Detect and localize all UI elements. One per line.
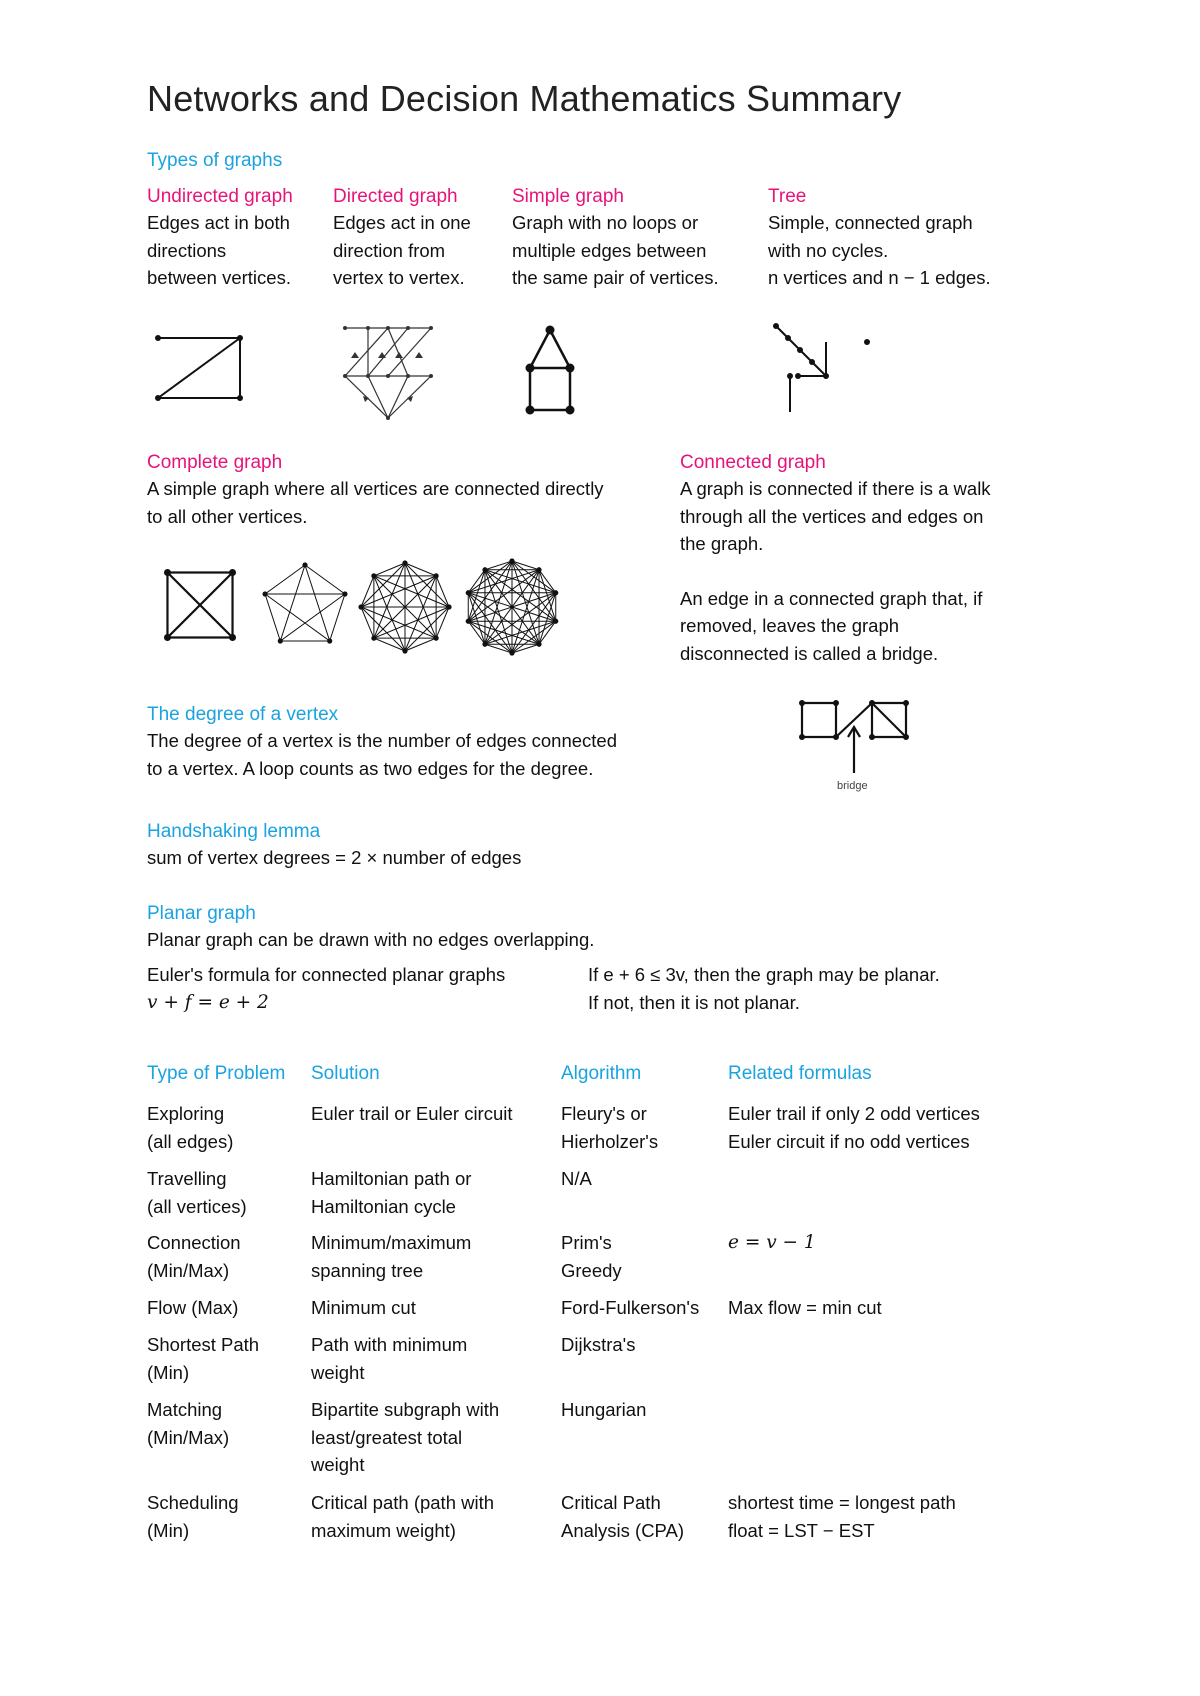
table-cell-problem: (Min) [147, 1361, 190, 1383]
graph-type-undirected [147, 186, 293, 292]
table-cell-problem: Travelling [147, 1168, 227, 1189]
complete-graph-line: A simple graph where all vertices are connected directly [147, 478, 604, 499]
complete-graph-edge [539, 621, 556, 644]
complete-graph-vertex [342, 591, 347, 596]
simple-graph-diagram [518, 322, 588, 422]
graph-type-name: Tree [768, 186, 807, 207]
page-title: Networks and Decision Mathematics Summary [147, 78, 902, 119]
complete-graph-k5 [262, 562, 347, 643]
handshaking-heading: Handshaking lemma [147, 821, 321, 842]
table-header-problem: Type of Problem [147, 1063, 286, 1084]
table-cell-formulas: float = LST − EST [728, 1519, 875, 1541]
planar-condition-2: If not, then it is not planar. [588, 991, 800, 1013]
complete-graph-vertex [164, 634, 171, 641]
graph-type-line: vertex to vertex. [333, 267, 465, 288]
table-cell-algorithm: Hungarian [561, 1399, 647, 1420]
complete-graph-edge [512, 644, 539, 653]
graph-type-name: Undirected graph [147, 186, 293, 207]
table-header-algorithm: Algorithm [561, 1063, 642, 1084]
complete-graph-vertex [402, 648, 407, 653]
complete-graph-k10 [466, 558, 559, 655]
table-cell-solution: Minimum cut [311, 1297, 416, 1318]
complete-graph-vertex [434, 573, 439, 578]
table-cell-solution: Path with minimum [311, 1334, 468, 1355]
complete-graph-vertex [434, 636, 439, 641]
complete-graph-edge [305, 565, 330, 641]
table-cell-solution: spanning tree [311, 1259, 424, 1281]
table-cell-algorithm: Ford-Fulkerson's [561, 1297, 700, 1318]
planar-heading: Planar graph [147, 903, 256, 924]
euler-label: Euler's formula for connected planar graphs [147, 964, 506, 985]
complete-graph-line: to all other vertices. [147, 505, 308, 527]
table-cell-solution: Euler trail or Euler circuit [311, 1103, 513, 1124]
complete-graph-vertex [327, 638, 332, 643]
graph-type-line: direction from [333, 239, 446, 261]
graph-type-tree [768, 186, 991, 292]
complete-graph-vertex [553, 590, 558, 595]
complete-graph-vertex [482, 567, 487, 572]
table-cell-problem: (Min/Max) [147, 1426, 230, 1448]
complete-graph-vertex [509, 650, 514, 655]
table-cell-problem: (all edges) [147, 1130, 234, 1152]
graph-type-simple [512, 186, 719, 292]
table-header-formulas: Related formulas [728, 1063, 872, 1084]
bridge-label: bridge [837, 780, 868, 792]
table-cell-algorithm: Analysis (CPA) [561, 1519, 685, 1541]
complete-graph-vertex [466, 590, 471, 595]
table-cell-problem: (Min) [147, 1519, 190, 1541]
complete-graph-k4 [164, 569, 236, 641]
table-cell-algorithm: Dijkstra's [561, 1334, 636, 1355]
connected-graph-line: the graph. [680, 533, 764, 554]
complete-graph-edge [485, 561, 512, 570]
complete-graph-edge [485, 570, 512, 653]
table-header-solution: Solution [311, 1063, 380, 1084]
euler-formula: v + f = e + 2 [147, 991, 269, 1013]
graph-type-line: Graph with no loops or [512, 212, 699, 233]
connected-graph-line: through all the vertices and edges on [680, 505, 984, 527]
table-cell-solution: weight [311, 1361, 365, 1383]
euler-formula-block [147, 961, 505, 1016]
table-cell-formulas: Euler trail if only 2 odd vertices [728, 1103, 980, 1124]
handshaking-section [147, 821, 521, 872]
table-cell-algorithm: Greedy [561, 1259, 622, 1281]
table-cell-problem: Matching [147, 1399, 223, 1420]
table-cell-formulas: shortest time = longest path [728, 1492, 956, 1513]
planar-condition-block [588, 961, 940, 1016]
complete-graph-vertex [278, 638, 283, 643]
table-cell-solution: weight [311, 1454, 365, 1475]
graph-type-line: with no cycles. [768, 239, 889, 261]
complete-graph-vertex [358, 604, 363, 609]
types-heading: Types of graphs [147, 150, 283, 171]
tree-formula: n vertices and n − 1 edges. [768, 267, 991, 288]
connected-graph-line: A graph is connected if there is a walk [680, 478, 991, 499]
table-cell-algorithm: Critical Path [561, 1492, 661, 1513]
complete-graph-edge [265, 565, 305, 594]
directed-graph-diagram [333, 318, 443, 428]
table-cell-solution: Hamiltonian cycle [311, 1195, 456, 1217]
complete-graph-vertex [509, 558, 514, 563]
complete-graph-edge [280, 594, 345, 641]
complete-graph-edge [265, 594, 330, 641]
graph-type-line: multiple edges between [512, 239, 707, 261]
complete-graph-edge [265, 594, 280, 641]
complete-graph-edge [468, 621, 485, 644]
complete-graph-vertex [371, 636, 376, 641]
planar-condition: If e + 6 ≤ 3v, then the graph may be planar. [588, 964, 940, 985]
table-cell-solution: Hamiltonian path or [311, 1168, 472, 1189]
connected-graph-section [680, 452, 991, 667]
table-cell-problem: Connection [147, 1232, 241, 1253]
graph-type-line: Edges act in one [333, 212, 471, 233]
table-cell-problem: (Min/Max) [147, 1259, 230, 1281]
table-cell-formulas: Max flow = min cut [728, 1297, 882, 1318]
degree-heading: The degree of a vertex [147, 704, 339, 725]
complete-graph-vertex [402, 560, 407, 565]
complete-graph-vertex [229, 634, 236, 641]
complete-graph-vertex [536, 567, 541, 572]
table-cell-formulas: e = v − 1 [728, 1232, 816, 1253]
table-cell-algorithm: N/A [561, 1168, 592, 1189]
complete-graph-vertex [466, 619, 471, 624]
complete-graph-vertex [302, 562, 307, 567]
complete-graph-edge [539, 570, 556, 593]
graph-type-line: Simple, connected graph [768, 212, 973, 233]
graph-type-line: between vertices. [147, 267, 291, 288]
graph-type-line: directions [147, 239, 227, 261]
bridge-line: removed, leaves the graph [680, 615, 900, 636]
complete-graph-vertex [446, 604, 451, 609]
complete-graph-edge [468, 570, 485, 593]
complete-graph-vertex [164, 569, 171, 576]
graph-type-line: the same pair of vertices. [512, 267, 719, 288]
degree-section [147, 704, 617, 782]
connected-graph-heading: Connected graph [680, 452, 826, 473]
planar-line: Planar graph can be drawn with no edges overlapping. [147, 929, 595, 950]
table-cell-problem: Shortest Path [147, 1334, 260, 1355]
table-cell-formulas: Euler circuit if no odd vertices [728, 1130, 970, 1152]
complete-graph-heading: Complete graph [147, 452, 283, 473]
table-cell-solution: Critical path (path with [311, 1492, 495, 1513]
table-cell-algorithm: Fleury's or [561, 1103, 647, 1124]
complete-graph-vertex [371, 573, 376, 578]
complete-graph-edge [305, 565, 345, 594]
handshaking-formula: sum of vertex degrees = 2 × number of edges [147, 847, 522, 868]
complete-graphs-diagram [155, 555, 595, 665]
complete-graph-section [147, 452, 604, 530]
table-cell-algorithm: Prim's [561, 1232, 612, 1253]
table-cell-solution: Bipartite subgraph with [311, 1399, 500, 1420]
complete-graph-k8 [358, 560, 451, 653]
degree-line: The degree of a vertex is the number of edges connected [147, 730, 617, 751]
tree-diagram [768, 320, 888, 420]
table-cell-problem: Exploring [147, 1103, 225, 1124]
table-cell-problem: (all vertices) [147, 1195, 247, 1217]
table-cell-problem: Flow (Max) [147, 1297, 239, 1318]
table-cell-problem: Scheduling [147, 1492, 239, 1513]
table-cell-algorithm: Hierholzer's [561, 1130, 659, 1152]
planar-section [147, 903, 594, 954]
table-cell-solution: maximum weight) [311, 1519, 456, 1541]
complete-graph-edge [280, 565, 305, 641]
bridge-diagram [798, 695, 928, 795]
degree-line: to a vertex. A loop counts as two edges for the degree. [147, 757, 594, 779]
complete-graph-edge [512, 561, 539, 570]
table-cell-solution: least/greatest total [311, 1426, 463, 1448]
graph-type-name: Simple graph [512, 186, 624, 207]
complete-graph-vertex [553, 619, 558, 624]
graph-type-directed [333, 186, 471, 292]
complete-graph-vertex [482, 642, 487, 647]
bridge-line: disconnected is called a bridge. [680, 642, 939, 664]
complete-graph-vertex [262, 591, 267, 596]
graph-type-line: Edges act in both [147, 212, 290, 233]
undirected-graph-diagram [150, 320, 260, 420]
complete-graph-vertex [536, 642, 541, 647]
graph-type-name: Directed graph [333, 186, 458, 207]
bridge-line: An edge in a connected graph that, if [680, 587, 983, 609]
complete-graph-edge [485, 644, 512, 653]
complete-graph-edge [330, 594, 345, 641]
complete-graph-vertex [229, 569, 236, 576]
table-cell-solution: Minimum/maximum [311, 1232, 472, 1253]
